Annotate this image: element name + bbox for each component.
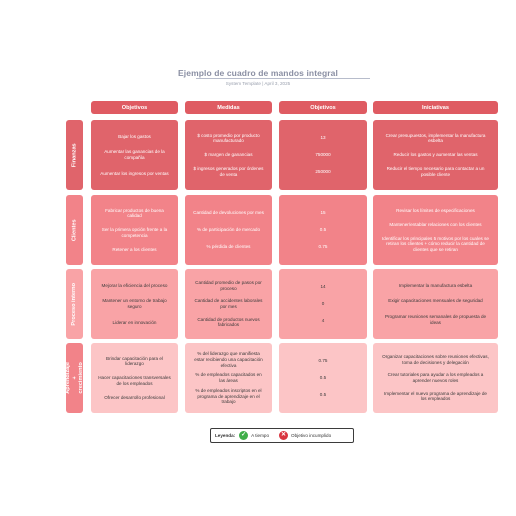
list-item: Crear tutoriales para ayudar a los empleados a aprender nuevos roles bbox=[387, 372, 484, 383]
list-item: Implementar el nuevo programa de aprendizaje de los empleados bbox=[384, 390, 487, 402]
list-item: % pérdida de clientes bbox=[206, 244, 251, 250]
iniciativas-cell bbox=[373, 269, 498, 339]
column-header-medidas: Medidas bbox=[185, 101, 272, 114]
list-item: % del liderazgo que manifiesta estar recibiendo una capacitación efectiva bbox=[194, 351, 263, 368]
list-item: 13 bbox=[320, 135, 326, 141]
metas-cell bbox=[279, 269, 367, 339]
list-item: Liderar en innovación bbox=[112, 319, 157, 325]
list-item: Retener a los clientes bbox=[112, 246, 157, 252]
metas-cell bbox=[279, 120, 367, 190]
list-item: 0.75 bbox=[318, 244, 328, 250]
list-item: Cantidad de devoluciones por mes bbox=[193, 210, 264, 216]
medidas-cell bbox=[185, 120, 272, 190]
list-item: Aumentar los ingresos por ventas bbox=[100, 170, 169, 176]
list-item: % de empleados inscriptos en el programa de aprendizaje en el trabajo bbox=[195, 387, 262, 405]
objetivos-cell bbox=[91, 120, 178, 190]
legend bbox=[210, 428, 354, 443]
list-item: Reducir los gastos y aumentar las ventas bbox=[393, 152, 478, 158]
column-header-iniciativas: Iniciativas bbox=[373, 101, 498, 114]
column-header-objetivos: Objetivos bbox=[91, 101, 178, 114]
page-title: Ejemplo de cuadro de mandos integral bbox=[178, 68, 338, 78]
list-item: Mejorar la eficiencia del proceso bbox=[101, 282, 168, 288]
list-item: Exigir capacitaciones mensuales de seguridad bbox=[388, 298, 483, 304]
list-item: Ofrecer desarrollo profesional bbox=[104, 394, 165, 400]
iniciativas-cell bbox=[373, 343, 498, 413]
metas-cell bbox=[279, 343, 367, 413]
row-label-text: Proceso interno bbox=[71, 282, 78, 326]
row-label-text: Aprendizaje + crecimiento bbox=[64, 362, 84, 394]
list-item: 0.5 bbox=[319, 227, 327, 233]
list-item: $ costo promedio por producto manufacturado bbox=[197, 132, 260, 144]
medidas-cell bbox=[185, 195, 272, 265]
legend-item-on-time bbox=[239, 431, 269, 440]
list-item: Reducir el tiempo necesario para contactar a un posible cliente bbox=[386, 166, 485, 177]
row-label-text: Clientes bbox=[71, 219, 78, 241]
list-item: Identificar los principales 5 motivos por los cuales se retiran los clientes + cómo reducir la cantidad de clientes que se retiran bbox=[382, 235, 489, 252]
check-circle-icon: ✓ bbox=[241, 432, 247, 438]
row-label-clientes bbox=[66, 195, 83, 265]
metas-cell bbox=[279, 195, 367, 265]
page-subtitle: System Template | April 3, 2025 bbox=[225, 81, 291, 86]
list-item: Implementar la manufactura esbelta bbox=[398, 282, 473, 288]
list-item: Programar reuniones semanales de propuesta de ideas bbox=[384, 313, 487, 325]
medidas-cell bbox=[185, 269, 272, 339]
iniciativas-cell bbox=[373, 120, 498, 190]
list-item: 15 bbox=[320, 210, 326, 216]
column-header-metas: Objetivos bbox=[279, 101, 367, 114]
legend-title: Leyenda: bbox=[215, 433, 236, 438]
list-item: % de participación de mercado bbox=[196, 227, 261, 233]
list-item: Organizar capacitaciones sobre reuniones efectivas, toma de decisiones y delegación bbox=[382, 354, 489, 365]
row-label-finanzas bbox=[66, 120, 83, 190]
list-item: Mantener/entablar relaciones con los clientes bbox=[389, 221, 482, 227]
list-item: Hacer capacitaciones transversales de los empleados bbox=[98, 375, 171, 386]
list-item: Crear presupuestos, implementar la manufactura esbelta bbox=[385, 132, 486, 144]
list-item: $ ingresos generados por órdenes de venta bbox=[193, 166, 264, 177]
list-item: Brindar capacitación para el liderazgo bbox=[106, 355, 163, 367]
list-item: 0 bbox=[321, 301, 325, 307]
list-item: Cantidad de accidentes laborales por mes bbox=[194, 298, 263, 309]
medidas-cell bbox=[185, 343, 272, 413]
list-item: 0.5 bbox=[319, 375, 327, 381]
list-item: Mantener un entorno de trabajo seguro bbox=[102, 298, 167, 309]
x-circle-icon: ✕ bbox=[281, 432, 287, 438]
objetivos-cell bbox=[91, 269, 178, 339]
row-label-text: Finanzas bbox=[71, 143, 78, 167]
row-label-aprendizaje-crecimiento bbox=[66, 343, 83, 413]
list-item: 0.5 bbox=[319, 392, 327, 398]
objetivos-cell bbox=[91, 343, 178, 413]
list-item: Revisar los límites de especificaciones bbox=[396, 207, 475, 213]
list-item: Ser la primera opción frente a la competencia bbox=[101, 227, 168, 238]
list-item: Bajar los gastos bbox=[118, 133, 151, 139]
objetivos-cell bbox=[91, 195, 178, 265]
list-item: Cantidad promedio de pasos por proceso bbox=[195, 280, 262, 291]
list-item: 750000 bbox=[315, 152, 331, 158]
list-item: % de empleados capacitados en las áreas bbox=[195, 372, 262, 383]
list-item: 4 bbox=[321, 318, 325, 324]
row-label-proceso-interno bbox=[66, 269, 83, 339]
list-item: Cantidad de productos nuevos fabricados bbox=[197, 316, 260, 328]
list-item: 0.75 bbox=[318, 358, 328, 364]
list-item: $ margen de ganancias bbox=[204, 152, 253, 158]
legend-label-missed: Objetivo incumplido bbox=[291, 433, 332, 438]
iniciativas-cell bbox=[373, 195, 498, 265]
list-item: Aumentar las ganancias de la compañía bbox=[104, 149, 165, 160]
title-underline bbox=[196, 78, 370, 79]
list-item: 250000 bbox=[315, 169, 331, 175]
legend-item-missed bbox=[279, 431, 331, 440]
legend-label-on-time: A tiempo bbox=[251, 433, 270, 438]
list-item: Fabricar productos de buena calidad bbox=[105, 207, 164, 219]
list-item: 14 bbox=[320, 284, 326, 290]
